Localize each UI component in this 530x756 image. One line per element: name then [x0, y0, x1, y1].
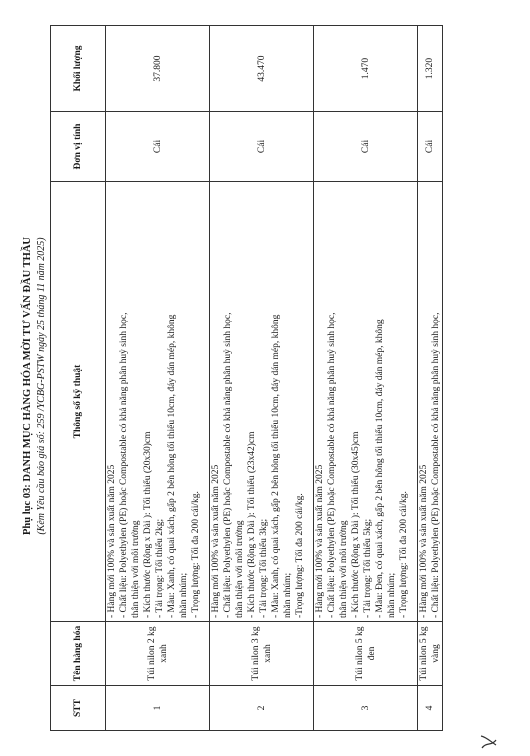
row-qty: 1.470 — [314, 26, 418, 112]
row-stt: 3 — [314, 686, 418, 731]
spec-line: - Chất liệu: Polyethylen (PE) hoặc Compostable có khả năng phân huỷ sinh học, — [327, 312, 337, 618]
page-title: Phụ lục 03: DANH MỤC HÀNG HÓA MỜI TƯ VẤN ĐẦU THẦU — [22, 237, 33, 535]
spec-line: - Hàng mới 100% và sản xuất năm 2025 — [107, 464, 117, 618]
spec-line: nhăn nhúm; — [283, 572, 293, 618]
spec-line: nhăn nhúm; — [179, 572, 189, 618]
goods-table — [50, 25, 443, 731]
initials-signature-icon — [478, 734, 500, 750]
header-stt: STT — [51, 686, 106, 731]
spec-line: - Chất liệu: Polyethylen (PE) hoặc Compostable có khả năng phân huỷ sinh học, — [431, 312, 441, 618]
header-name: Tên hàng hóa — [51, 622, 106, 686]
spec-line: - Kích thước (Rộng x Dài ): Tối thiểu (20x30)cm — [143, 431, 153, 618]
table-row — [314, 26, 418, 731]
spec-line: - Tải trọng: Tối thiểu 5kg; — [363, 518, 373, 618]
row-specs — [106, 182, 210, 622]
spec-line: - Chất liệu: Polyethylen (PE) hoặc Compostable có khả năng phân huỷ sinh học, — [223, 312, 233, 618]
row-unit: Cái — [418, 112, 443, 182]
row-unit: Cái — [314, 112, 418, 182]
spec-line: - Hàng mới 100% và sản xuất năm 2025 — [315, 464, 325, 618]
row-name: Túi nilon 5 kg đen — [314, 622, 418, 686]
table-row — [418, 26, 443, 731]
row-name: Túi nilon 5 kg vàng — [418, 622, 443, 686]
spec-line: - Màu: Xanh, có quai xách, gấp 2 bên hông tối thiểu 10cm, đáy dán mép, không — [167, 314, 177, 618]
row-name: Túi nilon 2 kg xanh — [106, 622, 210, 686]
spec-line: - Màu: Đen, có quai xách, gấp 2 bên hông tối thiểu 10cm, đáy dán mép, không — [375, 319, 385, 618]
header-specs: Thông số kỹ thuật — [51, 182, 106, 622]
table-row — [106, 26, 210, 731]
spec-line: - Hàng mới 100% và sản xuất năm 2025 — [211, 464, 221, 618]
header-qty: Khối lượng — [51, 26, 106, 112]
row-unit: Cái — [106, 112, 210, 182]
spec-line: thân thiện với môi trường — [235, 520, 245, 618]
spec-line: - Trọng lượng: Tối đa 200 cái/kg. — [191, 491, 201, 618]
header-unit: Đơn vị tính — [51, 112, 106, 182]
row-specs — [314, 182, 418, 622]
page-subtitle: (Kèm Yêu cầu báo giá số: 259 /YCBG-PSTW ngày 25 tháng 11 năm 2025) — [36, 237, 47, 535]
spec-line: - Kích thước (Rộng x Dài ): Tối thiểu (30x45)cm — [351, 431, 361, 618]
row-specs — [210, 182, 314, 622]
row-unit: Cái — [210, 112, 314, 182]
spec-line: -Trọng lượng: Tối đa 200 cái/kg. — [295, 493, 305, 618]
row-qty: 1.320 — [418, 26, 443, 112]
row-stt: 1 — [106, 686, 210, 731]
table-row — [210, 26, 314, 731]
spec-line: - Màu: Xanh, có quai xách, gấp 2 bên hông tối thiểu 10cm, đáy dán mép, không — [271, 314, 281, 618]
spec-line: - Tải trọng: Tối thiểu 2kg; — [155, 518, 165, 618]
row-stt: 4 — [418, 686, 443, 731]
spec-line: thân thiện với môi trường — [339, 520, 349, 618]
row-name: Túi nilon 3 kg xanh — [210, 622, 314, 686]
row-qty: 43.470 — [210, 26, 314, 112]
spec-line: - Hàng mới 100% và sản xuất năm 2025 — [419, 464, 429, 618]
row-specs — [418, 182, 443, 622]
spec-line: - Trọng lượng: Tối đa 200 cái/kg. — [399, 491, 409, 618]
row-qty: 37.800 — [106, 26, 210, 112]
spec-line: - Kích thước (Rộng x Dài ): Tối thiểu (23x42)cm — [247, 431, 257, 618]
spec-line: thân thiện với môi trường — [131, 520, 141, 618]
spec-line: - Tải trọng: Tối thiểu 3kg; — [259, 518, 269, 618]
row-stt: 2 — [210, 686, 314, 731]
table-header-row — [51, 26, 106, 731]
spec-line: nhăn nhúm; — [387, 572, 397, 618]
spec-line: - Chất liệu: Polyethylen (PE) hoặc Compostable có khả năng phân huỷ sinh học, — [119, 312, 129, 618]
